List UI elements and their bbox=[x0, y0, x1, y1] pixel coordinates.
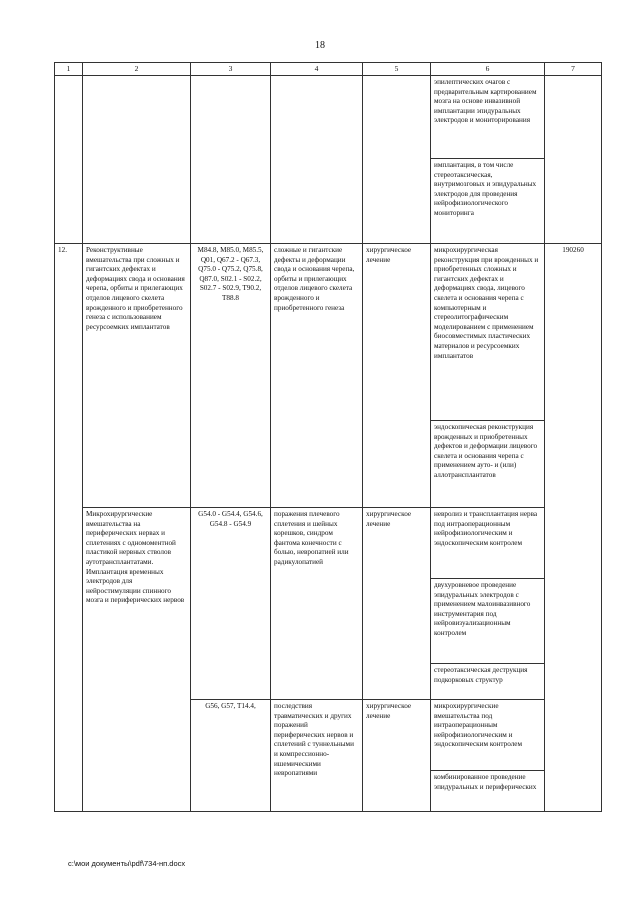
table-row bbox=[55, 244, 602, 421]
method-cell: имплантация, в том числе стереотаксическая, внутримозговых и эпидуральных электродов для проведения нейрофизиологического мониторинга bbox=[431, 159, 545, 244]
method-cell: эндоскопическая реконструкция врожденных и приобретенных дефектов и деформации лицевого скелета и основания черепа с применением ауто- и (или) аллотрансплантатов bbox=[431, 421, 545, 508]
services-table bbox=[54, 62, 602, 812]
header-cell: 7 bbox=[545, 63, 602, 76]
method-cell: стереотаксическая деструкция подкорковых структур bbox=[431, 664, 545, 700]
table-row bbox=[55, 76, 602, 159]
diagnosis-cell: поражения плечевого сплетения и шейных корешков, синдром фантома конечности с болью, невропатией или радикулопатией bbox=[271, 508, 363, 700]
method-cell: двухуровневое проведение эпидуральных электродов с применением малоинвазивного инструментария под нейровизуализационным контролем bbox=[431, 579, 545, 664]
empty-cell bbox=[55, 76, 83, 244]
cost-cell: 190260 bbox=[545, 244, 602, 812]
empty-cell bbox=[83, 76, 191, 244]
treatment-type-cell: хирургическое лечение bbox=[363, 508, 431, 700]
method-cell: микрохирургические вмешательства под интраоперационным нейрофизиологическим и эндоскопическим контролем bbox=[431, 700, 545, 771]
icd-codes-cell: G54.0 - G54.4, G54.6, G54.8 - G54.9 bbox=[191, 508, 271, 700]
diagnosis-cell: сложные и гигантские дефекты и деформации свода и основания черепа, орбиты и прилегающих отделов лицевого скелета врожденного и приобретенного генеза bbox=[271, 244, 363, 508]
header-cell: 1 bbox=[55, 63, 83, 76]
diagnosis-cell: последствия травматических и других поражений периферических нервов и сплетений с туннельными и компрессионно-ишемическими невропатиями bbox=[271, 700, 363, 812]
method-cell: эпилептических очагов с предварительным картированием мозга на основе инвазивной имплантации эпидуральных электродов и мониторирования bbox=[431, 76, 545, 159]
method-cell: микрохирургическая реконструкция при врожденных и приобретенных сложных и гигантских дефектах и деформациях свода, лицевого скелета и основания черепа с компьютерным и стереолитографическим моделированием с применением биосовместимых пластических материалов и ресурсоемких имплантатов bbox=[431, 244, 545, 421]
empty-cell bbox=[363, 76, 431, 244]
icd-codes-cell: M84.8, M85.0, M85.5, Q01, Q67.2 - Q67.3, Q75.0 - Q75.2, Q75.8, Q87.0, S02.1 - S02.2, S02.7 - S02.9, T90.2, T88.8 bbox=[191, 244, 271, 508]
empty-cell bbox=[545, 76, 602, 244]
icd-codes-cell: G56, G57, T14.4, bbox=[191, 700, 271, 812]
header-cell: 5 bbox=[363, 63, 431, 76]
empty-cell bbox=[191, 76, 271, 244]
file-path-footer: c:\мои документы\pdf\734-нп.docx bbox=[68, 859, 186, 868]
treatment-type-cell: хирургическое лечение bbox=[363, 244, 431, 508]
header-cell: 2 bbox=[83, 63, 191, 76]
header-cell: 3 bbox=[191, 63, 271, 76]
method-cell: невролиз и трансплантация нерва под интраоперационным нейрофизиологическим и эндоскопическим контролем bbox=[431, 508, 545, 579]
intervention-cell: Реконструктивные вмешательства при сложных и гигантских дефектах и деформациях свода и основания черепа, орбиты и прилегающих отделов лицевого скелета врожденного и приобретенного генеза с использованием ресурсоемких имплантатов bbox=[83, 244, 191, 508]
method-cell: комбинированное проведение эпидуральных и периферических bbox=[431, 771, 545, 812]
intervention-cell: Микрохирургические вмешательства на периферических нервах и сплетениях с одномоментной пластикой нервных стволов аутотрансплантатами. Имплантация временных электродов для нейростимуляции спинного мозга и периферических нервов bbox=[83, 508, 191, 812]
header-cell: 6 bbox=[431, 63, 545, 76]
empty-cell bbox=[271, 76, 363, 244]
treatment-type-cell: хирургическое лечение bbox=[363, 700, 431, 812]
page-number: 18 bbox=[315, 40, 325, 51]
row-number-cell: 12. bbox=[55, 244, 83, 812]
header-row bbox=[55, 63, 602, 76]
table-row bbox=[55, 508, 602, 579]
header-cell: 4 bbox=[271, 63, 363, 76]
